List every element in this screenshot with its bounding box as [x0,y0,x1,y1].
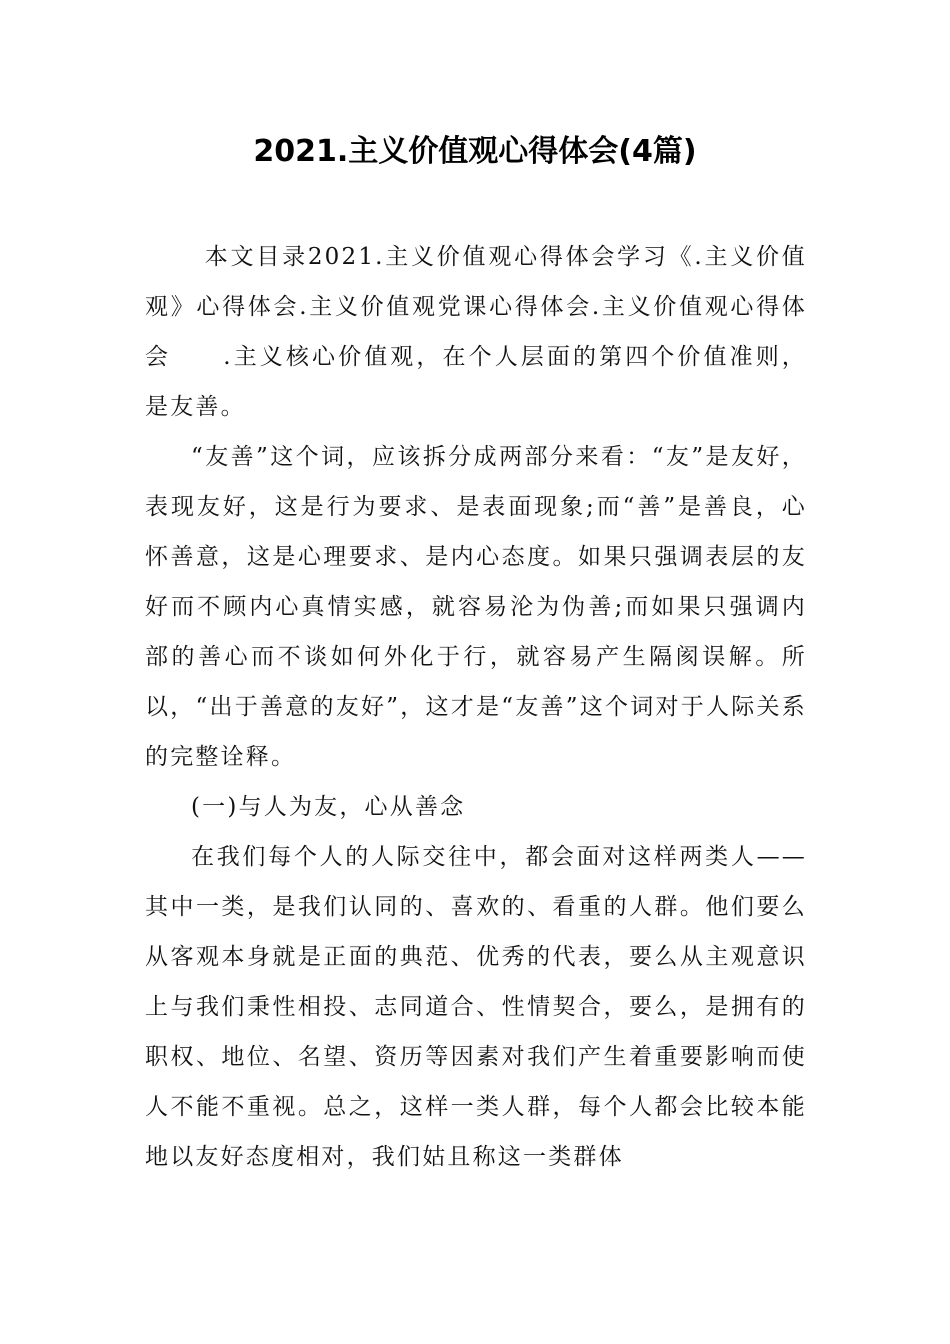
intro-paragraph: 本文目录2021.主义价值观心得体会学习《.主义价值观》心得体会.主义价值观党课心得体会.主义价值观心得体会 .主义核心价值观，在个人层面的第四个价值准则，是友善。 [145,244,807,420]
section-paragraph: 在我们每个人的人际交往中，都会面对这样两类人——其中一类，是我们认同的、喜欢的、看重的人群。他们要么从客观本身就是正面的典范、优秀的代表，要么从主观意识上与我们秉性相投、志同道合、性情契合，要么，是拥有的职权、地位、名望、资历等因素对我们产生着重要影响而使人不能不重视。总之，这样一类人群，每个人都会比较本能地以友好态度相对，我们姑且称这一类群体 [145,844,807,1170]
section-heading: (一)与人为友，心从善念 [191,794,466,820]
friendliness-paragraph: “友善”这个词，应该拆分成两部分来看：“友”是友好，表现友好，这是行为要求、是表面现象;而“善”是善良，心怀善意，这是心理要求、是内心态度。如果只强调表层的友好而不顾内心真情实感，就容易沦为伪善;而如果只强调内部的善心而不谈如何外化于行，就容易产生隔阂误解。所以，“出于善意的友好”，这才是“友善”这个词对于人际关系的完整诠释。 [145,444,807,770]
document-body [145,232,807,1182]
document-title: 2021.主义价值观心得体会(4篇) [253,134,697,169]
